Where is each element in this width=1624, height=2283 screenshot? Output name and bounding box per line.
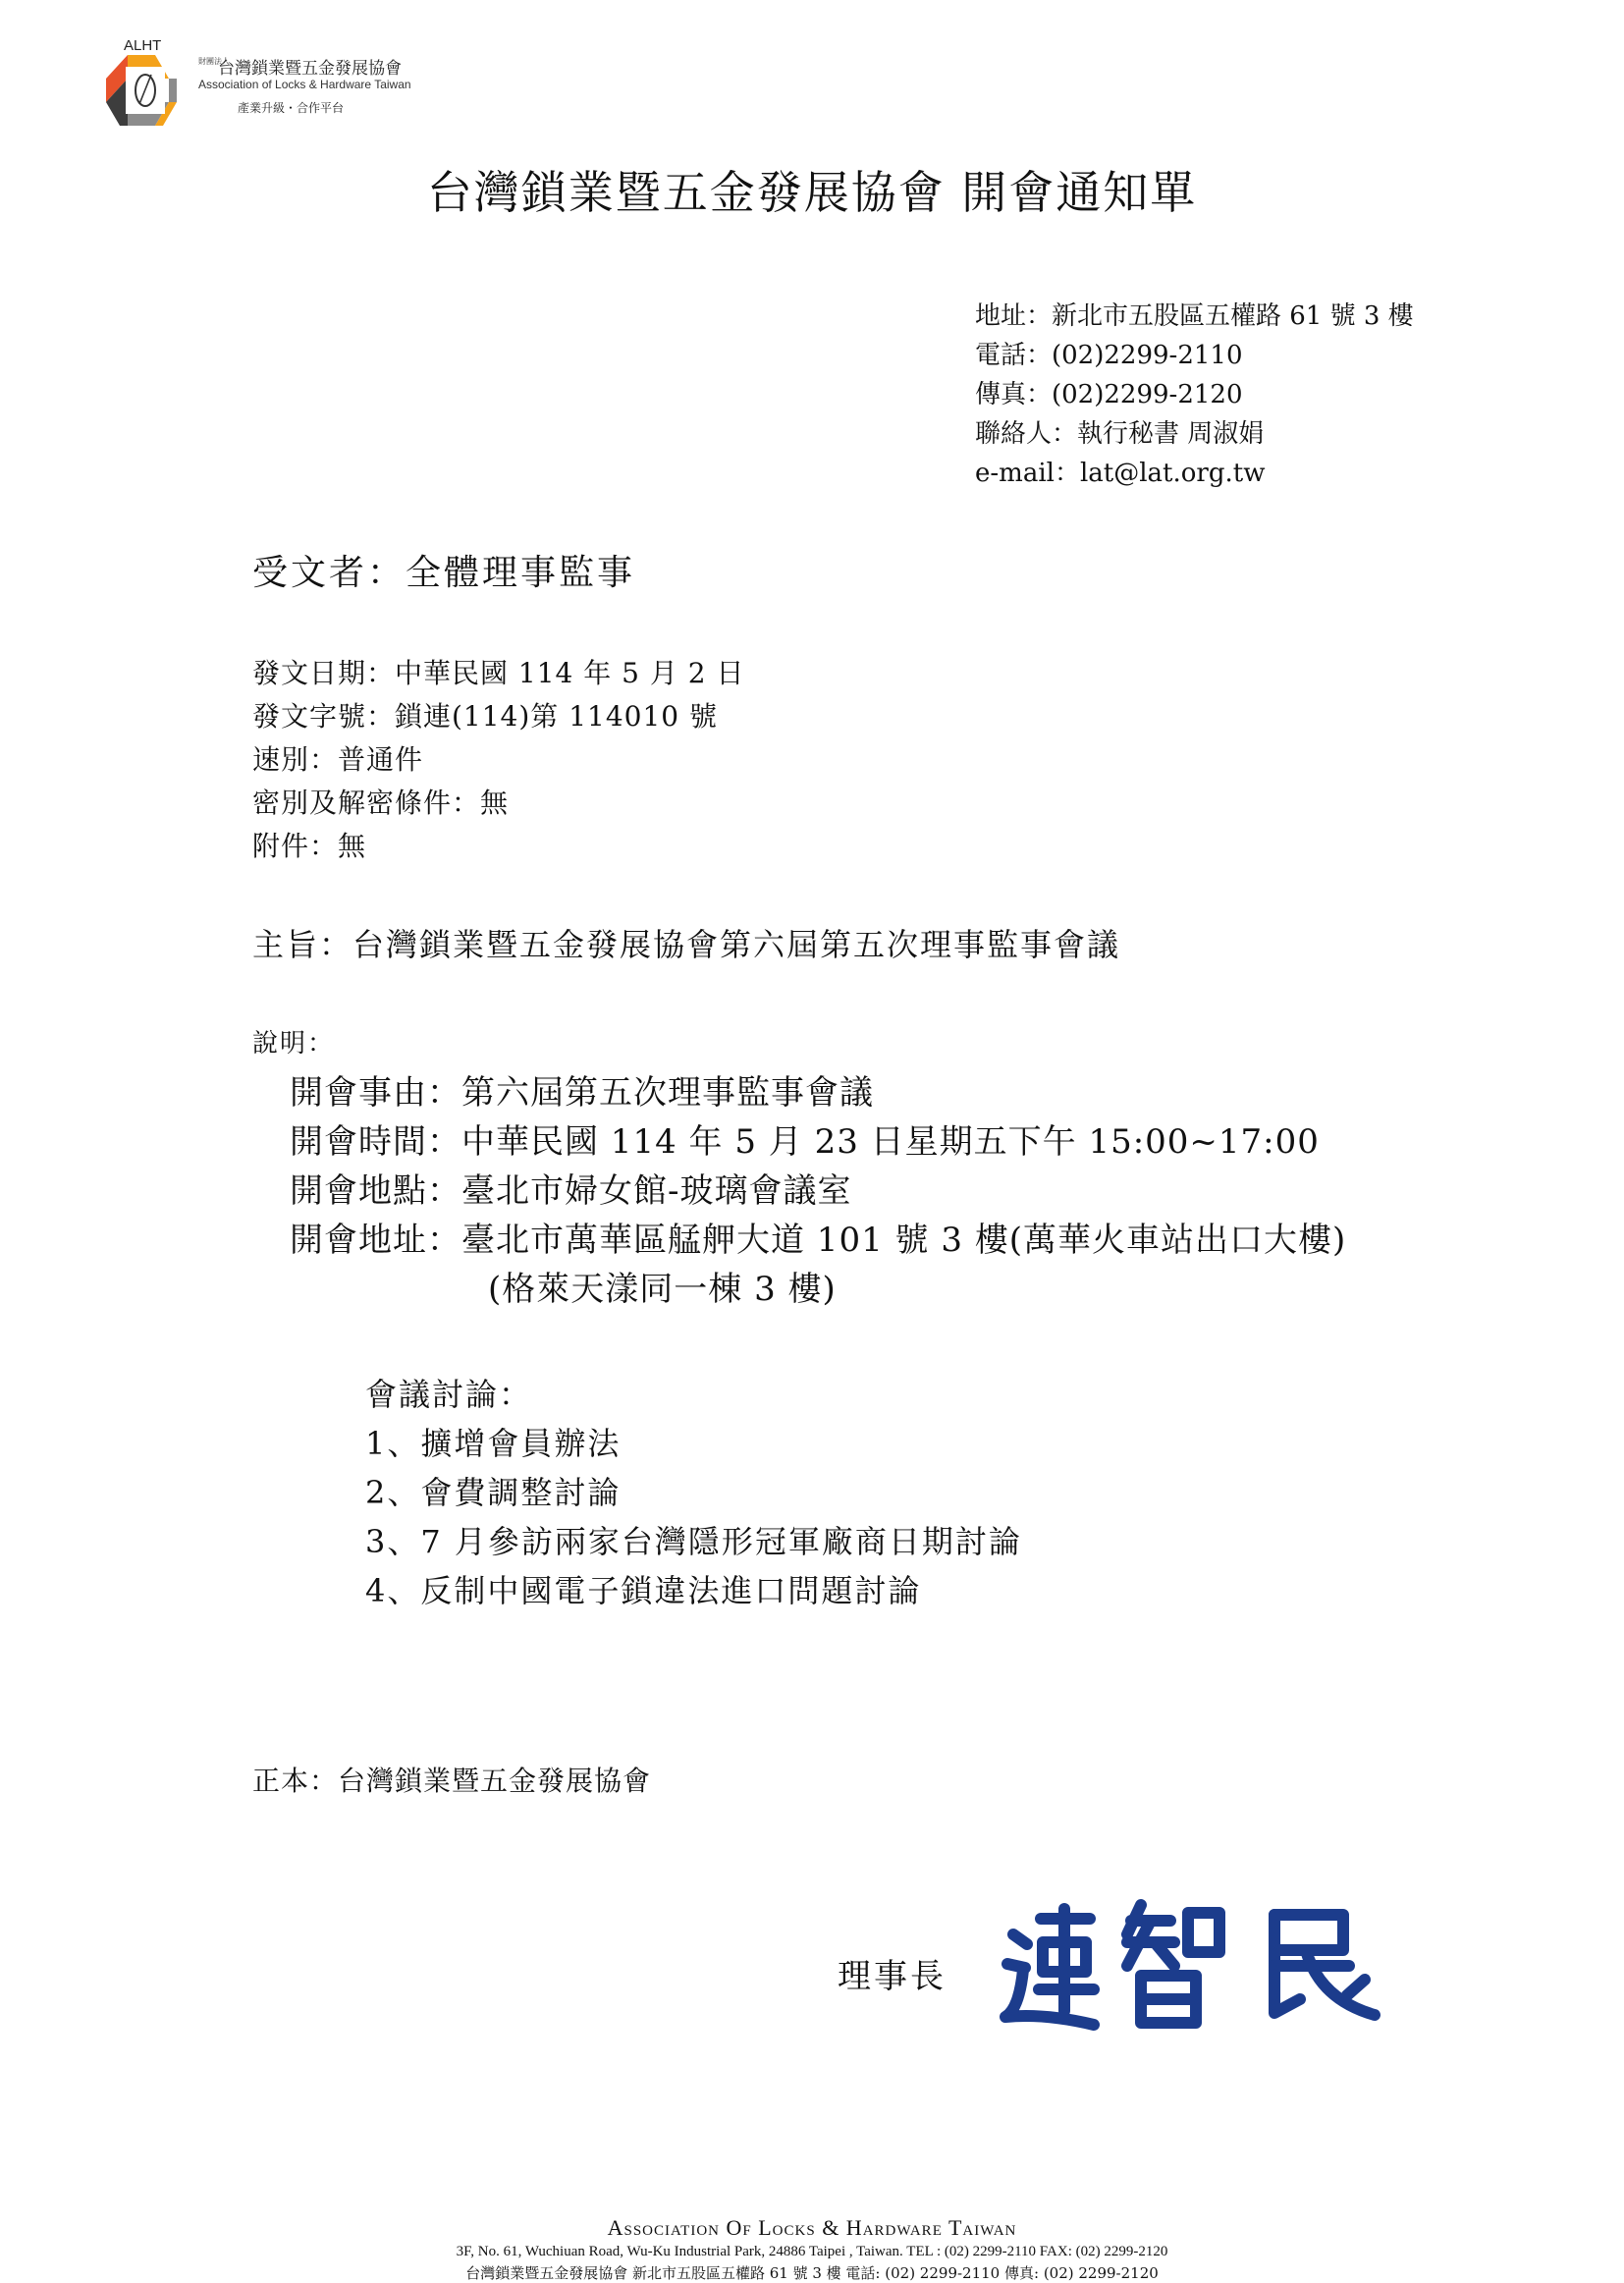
meeting-time: 開會時間：中華民國 114 年 5 月 23 日星期五下午 15:00~17:00 bbox=[290, 1122, 1320, 1162]
document-title: 台灣鎖業暨五金發展協會 開會通知單 bbox=[426, 166, 1198, 219]
contact-phone: 電話：(02)2299-2110 bbox=[975, 341, 1243, 370]
logo bbox=[98, 37, 452, 136]
meeting-address: 開會地址：臺北市萬華區艋舺大道 101 號 3 樓(萬華火車站出口大樓) bbox=[290, 1221, 1347, 1260]
footer-address-en: 3F, No. 61, Wuchiuan Road, Wu-Ku Industrial Park, 24886 Taipei , Taiwan. TEL : (02) 2299-2110 FAX: (02) 2299-2120 bbox=[456, 2244, 1168, 2259]
chairman-label: 理事長 bbox=[838, 1957, 947, 1996]
discussion-label: 會議討論： bbox=[365, 1376, 533, 1413]
discussion-item: 1、擴增會員辦法 bbox=[365, 1425, 622, 1462]
logo-name-en: Association of Locks & Hardware Taiwan bbox=[198, 78, 411, 91]
signature bbox=[994, 1885, 1396, 2033]
logo-tagline: 產業升級・合作平台 bbox=[238, 101, 345, 115]
meeting-venue: 開會地點：臺北市婦女館-玻璃會議室 bbox=[290, 1171, 852, 1211]
discussion-item: 2、會費調整討論 bbox=[365, 1474, 622, 1511]
delivery-speed: 速別：普通件 bbox=[252, 743, 424, 776]
document-meta bbox=[252, 652, 744, 868]
logo-name-zh: 台灣鎖業暨五金發展協會 bbox=[218, 59, 402, 79]
meeting-address-note: (格萊天漾同一棟 3 樓) bbox=[488, 1270, 837, 1309]
confidentiality: 密別及解密條件：無 bbox=[252, 787, 510, 819]
logo-abbr: ALHT bbox=[124, 37, 162, 54]
contact-fax: 傳真：(02)2299-2120 bbox=[975, 380, 1243, 409]
contact-person: 聯絡人：執行秘書 周淑娟 bbox=[975, 419, 1265, 449]
discussion bbox=[365, 1370, 1022, 1615]
issue-date: 發文日期：中華民國 114 年 5 月 2 日 bbox=[252, 657, 745, 689]
footer-address-zh: 台灣鎖業暨五金發展協會 新北市五股區五權路 61 號 3 樓 電話: (02) 2299-2110 傳真: (02) 2299-2120 bbox=[465, 2264, 1159, 2282]
discussion-item: 4、反制中國電子鎖違法進口問題討論 bbox=[365, 1572, 922, 1609]
subject: 主旨：台灣鎖業暨五金發展協會第六屆第五次理事監事會議 bbox=[252, 926, 1121, 963]
hexagon-logo-icon bbox=[98, 45, 196, 134]
meeting-details bbox=[290, 1068, 1346, 1314]
meeting-reason: 開會事由：第六屆第五次理事監事會議 bbox=[290, 1073, 874, 1113]
signature-brush-icon bbox=[994, 1885, 1396, 2033]
discussion-item: 3、7 月參訪兩家台灣隱形冠軍廠商日期討論 bbox=[365, 1523, 1022, 1560]
contact-block bbox=[975, 297, 1414, 493]
contact-email: e-mail：lat@lat.org.tw bbox=[975, 459, 1266, 488]
copy-to: 正本：台灣鎖業暨五金發展協會 bbox=[252, 1765, 652, 1797]
attachment: 附件：無 bbox=[252, 830, 367, 862]
footer-org-name: Association Of Locks & Hardware Taiwan bbox=[607, 2215, 1017, 2240]
recipient: 受文者：全體理事監事 bbox=[252, 553, 636, 593]
description-label: 說明： bbox=[252, 1029, 336, 1059]
doc-number: 發文字號：鎖連(114)第 114010 號 bbox=[252, 700, 718, 733]
contact-address: 地址：新北市五股區五權路 61 號 3 樓 bbox=[975, 301, 1414, 331]
logo-org-type: 財團法人 bbox=[198, 57, 230, 66]
